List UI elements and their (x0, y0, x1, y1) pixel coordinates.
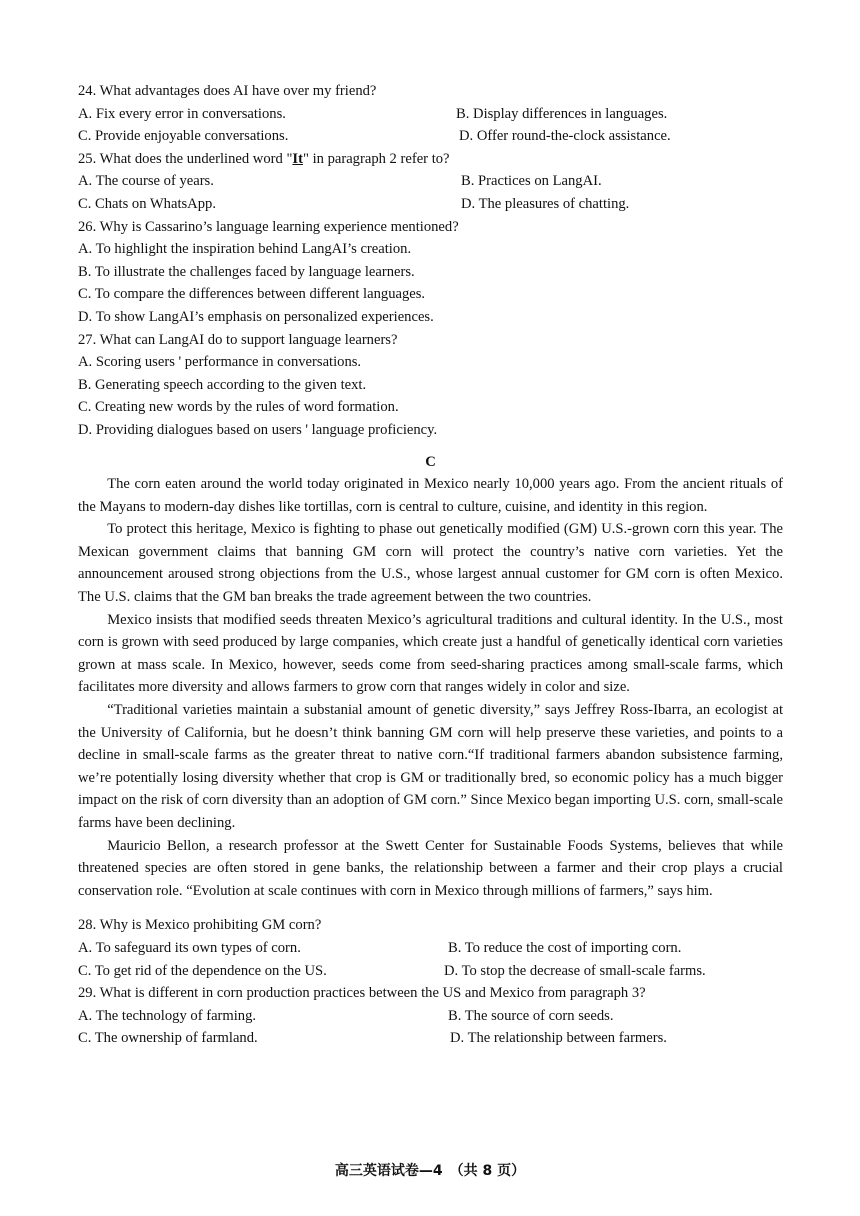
question-25-option-c: C. Chats on WhatsApp. (78, 195, 216, 212)
question-26-option-d: D. To show LangAI’s emphasis on personalized experiences. (78, 308, 434, 325)
question-25-option-a: A. The course of years. (78, 173, 214, 190)
question-29-stem: 29. What is different in corn production practices between the US and Mexico from paragraph 3? (78, 985, 646, 1002)
question-28-option-a: A. To safeguard its own types of corn. (78, 939, 301, 956)
question-27-option-b: B. Generating speech according to the given text. (78, 376, 367, 393)
question-28-row-2 (78, 960, 783, 983)
question-24-option-a: A. Fix every error in conversations. (78, 105, 286, 122)
passage-paragraph-4: “Traditional varieties maintain a substanial amount of genetic diversity,” says Jeffrey Ross-Ibarra, an ecologist at the University of California, but he doesn’t think banning GM corn will help preserve these varieties, and points to a decline in small-scale farms as the greater threat to native corn.“If traditional farmers abandon subsistence farming, we’re potentially losing diversity whether that crop is GM or traditionally bred, so economic policy has a much bigger impact on the risk of corn diversity than an adoption of GM corn.” Since Mexico began importing U.S. corn, small-scale farms have been declining. (78, 702, 783, 831)
question-27-stem: 27. What can LangAI do to support language learners? (78, 331, 398, 348)
question-29-option-d: D. The relationship between farmers. (450, 1030, 667, 1047)
question-24-option-c: C. Provide enjoyable conversations. (78, 128, 289, 145)
underlined-word: It (292, 150, 303, 167)
question-28-option-b: B. To reduce the cost of importing corn. (448, 939, 682, 956)
question-25-option-d: D. The pleasures of chatting. (461, 195, 630, 212)
question-28-row-1 (78, 937, 783, 960)
question-25-option-b: B. Practices on LangAI. (461, 173, 602, 190)
question-25-stem: 25. What does the underlined word "It" in paragraph 2 refer to? (78, 150, 450, 167)
question-29-option-c: C. The ownership of farmland. (78, 1030, 258, 1047)
question-26-option-c: C. To compare the differences between different languages. (78, 286, 426, 303)
question-26-stem: 26. Why is Cassarino’s language learning experience mentioned? (78, 218, 459, 235)
passage-paragraph-5: Mauricio Bellon, a research professor at the Swett Center for Sustainable Foods Systems, believes that while threatened species are often stored in gene banks, the relationship between a farmer and their crop plays a crucial conservation role. “Evolution at scale continues with corn in Mexico through millions of farmers,” says him. (78, 837, 783, 899)
question-29-option-a: A. The technology of farming. (78, 1007, 257, 1024)
question-29-option-b: B. The source of corn seeds. (448, 1007, 614, 1024)
section-title: C (425, 453, 436, 470)
passage-paragraph-1: The corn eaten around the world today originated in Mexico nearly 10,000 years ago. From the ancient rituals of the Mayans to modern-day dishes like tortillas, corn is central to culture, cuisine, and identity in this region. (78, 476, 783, 515)
question-29-row-2 (78, 1027, 783, 1050)
exam-page (78, 80, 783, 1050)
question-24-row-2 (78, 125, 783, 148)
passage-paragraph-3: Mexico insists that modified seeds threaten Mexico’s agricultural traditions and cultural identity. In the U.S., most corn is grown with seed produced by large companies, which create just a handful of genetically identical corn varieties grown at mass scale. In Mexico, however, seeds come from seed-sharing practices among small-scale farms, which facilitates more diversity and allows farmers to grow corn that ranges widely in color and size. (78, 611, 783, 696)
question-26-option-b: B. To illustrate the challenges faced by language learners. (78, 263, 415, 280)
question-27-option-c: C. Creating new words by the rules of word formation. (78, 399, 399, 416)
question-25-row-1 (78, 170, 783, 193)
question-29-row-1 (78, 1005, 783, 1028)
question-24-stem: 24. What advantages does AI have over my friend? (78, 83, 377, 99)
question-28-option-c: C. To get rid of the dependence on the US. (78, 962, 327, 979)
passage-paragraph-2: To protect this heritage, Mexico is fighting to phase out genetically modified (GM) U.S.-grown corn this year. The Mexican government claims that banning GM corn will protect the country’s native corn varieties. Yet the announcement aroused strong objections from the U.S., whose largest annual customer for GM corn is often Mexico. The U.S. claims that the GM ban breaks the trade agreement between the two countries. (78, 521, 783, 606)
question-24-option-b: B. Display differences in languages. (456, 105, 668, 122)
question-28-option-d: D. To stop the decrease of small-scale farms. (444, 962, 706, 979)
page-footer: 高三英语试卷—4 （共 8 页） (334, 1163, 526, 1179)
question-24-option-d: D. Offer round-the-clock assistance. (459, 128, 671, 145)
question-26-option-a: A. To highlight the inspiration behind LangAI’s creation. (78, 241, 412, 258)
question-27-option-a: A. Scoring users ' performance in conversations. (78, 354, 362, 371)
question-25-row-2 (78, 193, 783, 216)
question-28-stem: 28. Why is Mexico prohibiting GM corn? (78, 917, 322, 934)
question-27-option-d: D. Providing dialogues based on users ' language proficiency. (78, 421, 438, 438)
question-24-row-1 (78, 103, 783, 126)
